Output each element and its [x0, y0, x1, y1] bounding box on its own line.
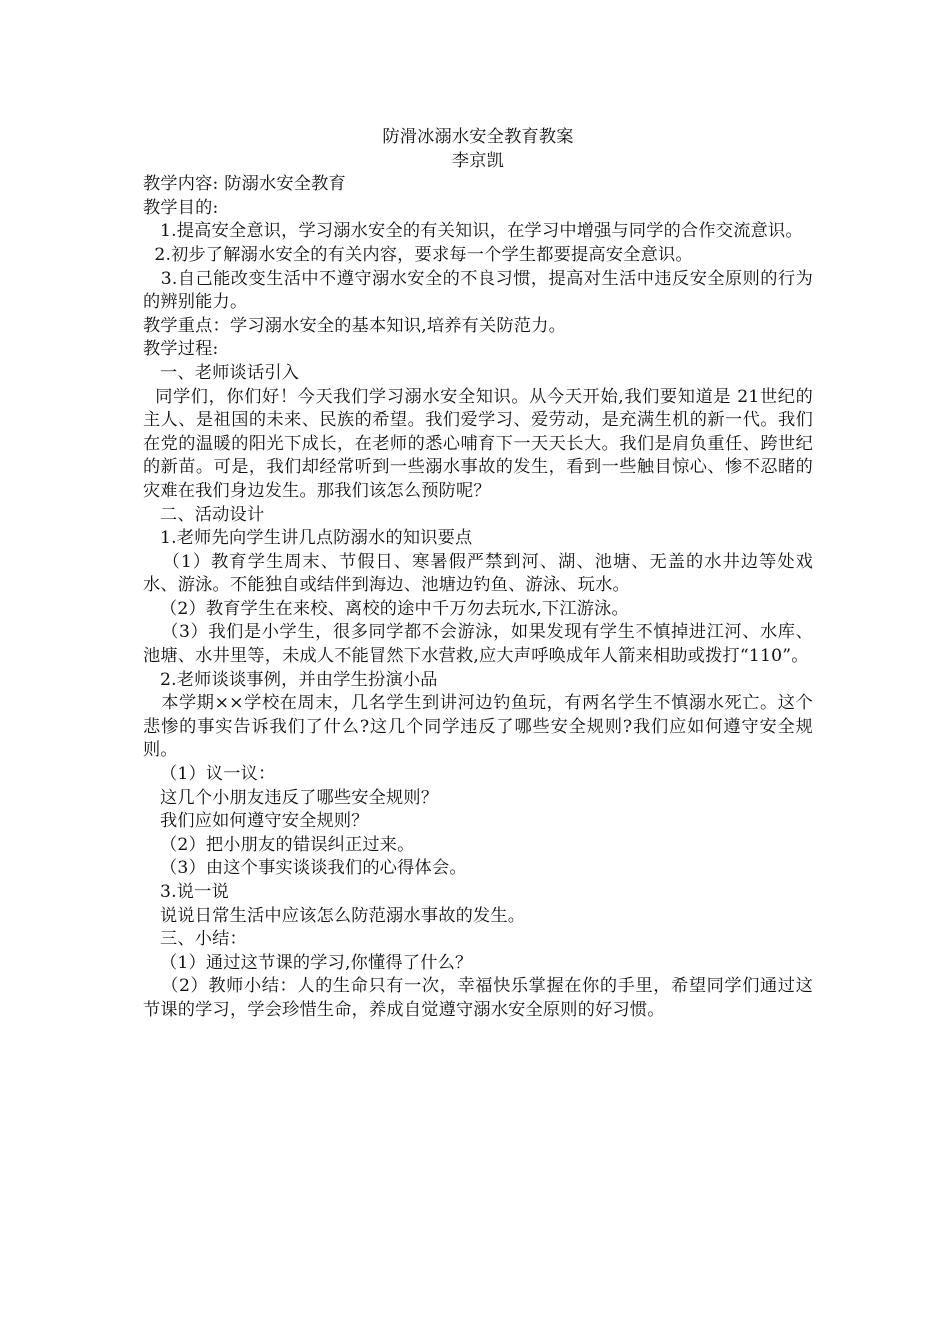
section-3-heading: 三、小结： [143, 929, 247, 950]
section-1-heading: 一、老师谈话引入 [143, 362, 300, 383]
activity-1-item-3: （3）我们是小学生，很多同学都不会游泳，如果发现有学生不慎掉进江河、水库、池塘、水井里等，未成人不能冒然下水营救,应大声呼唤成年人箭来相助或拨打“110”。 [143, 622, 813, 667]
activity-1-item-1: （1）教育学生周末、节假日、寒暑假严禁到河、湖、池塘、无盖的水井边等处戏水、游泳。不能独自或结伴到海边、池塘边钓鱼、游泳、玩水。 [143, 551, 813, 596]
teaching-content-line: 教学内容: 防溺水安全教育 [143, 174, 346, 195]
intro-paragraph: 同学们，你们好！今天我们学习溺水安全知识。从今天开始,我们要知道是 21世纪的主人、是祖国的未来、民族的希望。我们爱学习、爱劳动，是充满生机的新一代。我们在党的温暖的阳光下成长，在老师的悉心哺育下一天天长大。我们是肩负重任、跨世纪的新苗。可是，我们却经常听到一些溺水事故的发生，看到一些触目惊心、惨不忍睹的灾难在我们身边发生。那我们该怎么预防呢？ [143, 386, 814, 501]
case-paragraph: 本学期××学校在周末，几名学生到讲河边钓鱼玩，有两名学生不慎溺水死亡。这个悲惨的事实告诉我们了什么?这几个同学违反了哪些安全规则?我们应如何遵守安全规则。 [143, 693, 813, 761]
discussion-item-3: （3）由这个事实谈谈我们的心得体会。 [143, 858, 467, 879]
document-title: 防滑冰溺水安全教育教案 [382, 127, 574, 147]
activity-1-heading: 1.老师先向学生讲几点防溺水的知识要点 [143, 528, 473, 549]
goal-item-3: 3.自己能改变生活中不遵守溺水安全的不良习惯，提高对生活中违反安全原则的行为的辨别能力。 [143, 268, 813, 313]
teaching-focus-line: 教学重点：学习溺水安全的基本知识,培养有关防范力。 [143, 315, 566, 336]
activity-3-text: 说说日常生活中应该怎么防范溺水事故的发生。 [143, 905, 526, 926]
section-2-heading: 二、活动设计 [143, 504, 265, 525]
activity-1-item-2: （2）教育学生在来校、离校的途中千万勿去玩水,下江游泳。 [143, 598, 629, 619]
activity-3-heading: 3.说一说 [143, 882, 229, 902]
document-body [143, 126, 813, 1023]
discussion-item-2: （2）把小朋友的错误纠正过来。 [143, 834, 415, 855]
goal-item-1: 1.提高安全意识，学习溺水安全的有关知识，在学习中增强与同学的合作交流意识。 [143, 221, 803, 242]
discussion-item-1: （1）议一议： [143, 764, 276, 785]
summary-item-1: （1）通过这节课的学习,你懂得了什么？ [143, 952, 473, 973]
activity-2-heading: 2.老师谈谈事例，并由学生扮演小品 [143, 669, 438, 690]
document-author: 李京凯 [451, 150, 505, 171]
discussion-question-2: 我们应如何遵守安全规则？ [143, 811, 369, 832]
teaching-goal-heading: 教学目的: [143, 197, 219, 218]
summary-item-2: （2）教师小结：人的生命只有一次，幸福快乐掌握在你的手里，希望同学们通过这节课的学习，学会珍惜生命，养成自觉遵守溺水安全原则的好习惯。 [143, 976, 813, 1020]
goal-item-2: 2.初步了解溺水安全的有关内容，要求每一个学生都要提高安全意识。 [143, 244, 693, 265]
teaching-process-heading: 教学过程: [143, 339, 219, 360]
discussion-question-1: 这几个小朋友违反了哪些安全规则？ [143, 787, 439, 808]
